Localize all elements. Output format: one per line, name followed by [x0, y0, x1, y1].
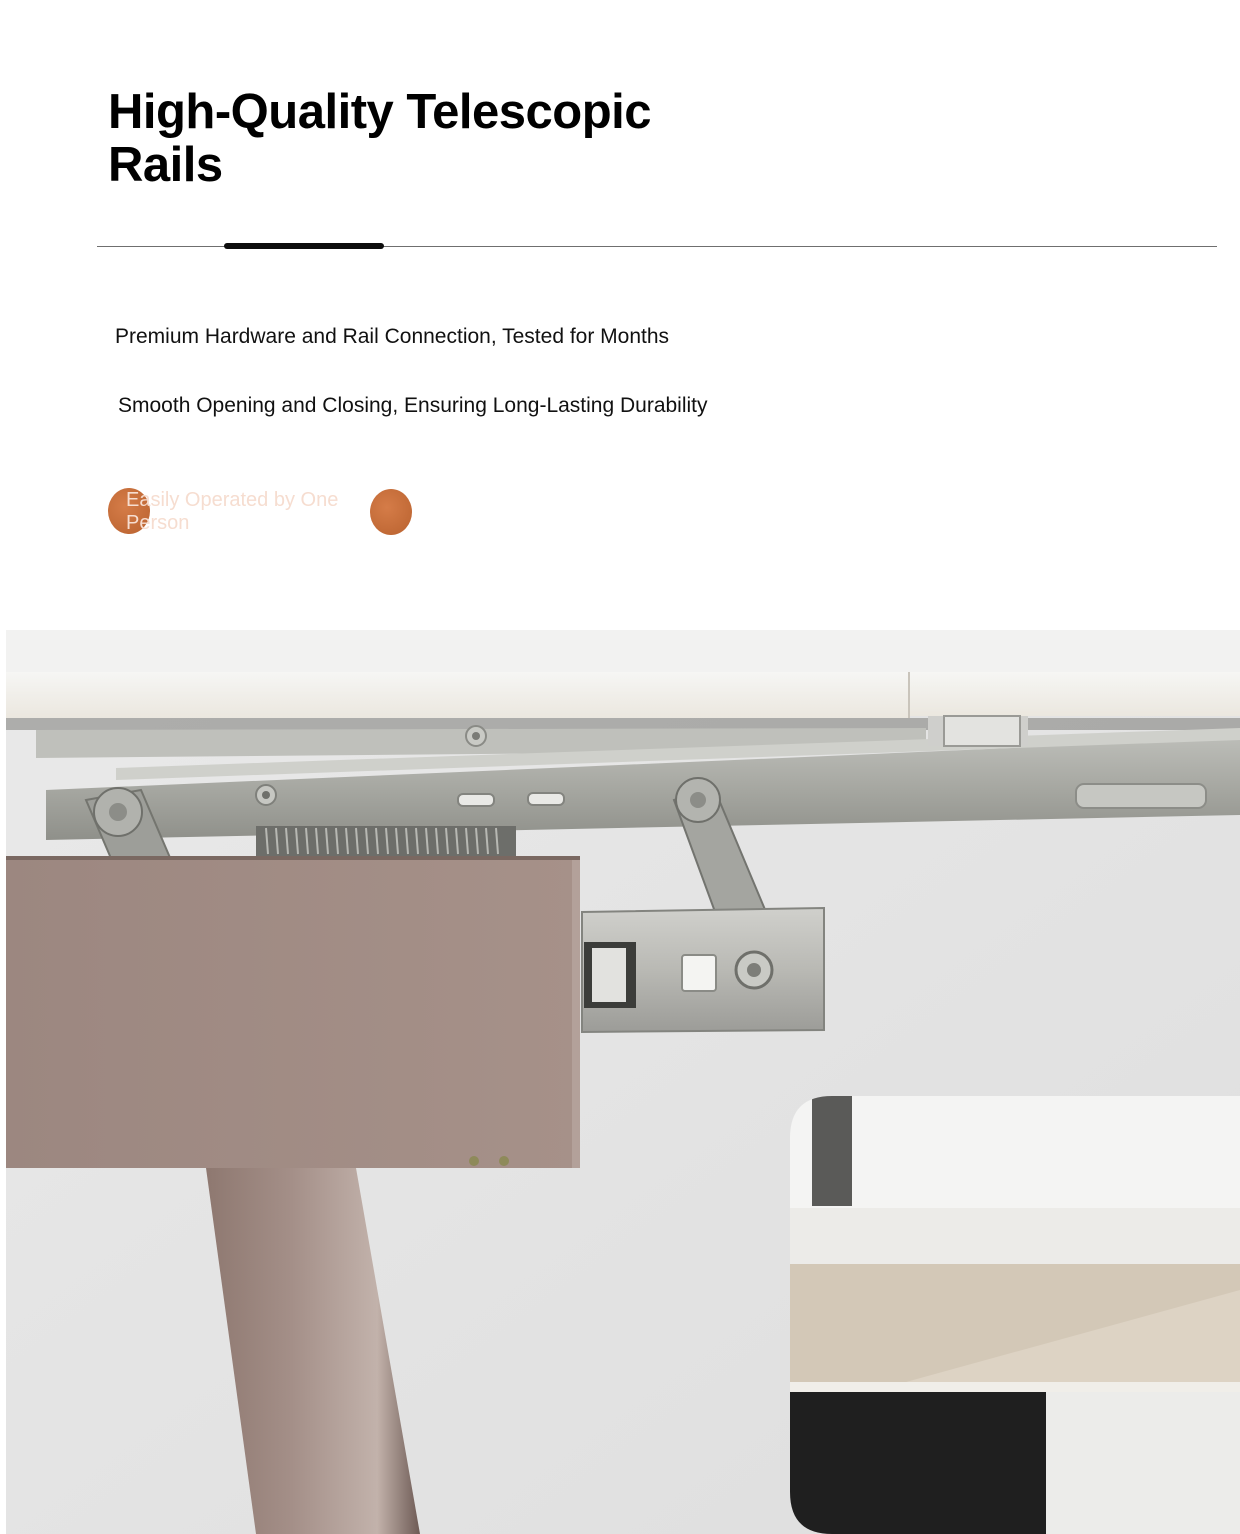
rail-illustration [6, 630, 1240, 1534]
tabletop-surface [6, 630, 1240, 675]
rail-stop-block [1076, 784, 1206, 808]
page-title: High-Quality Telescopic Rails [108, 85, 652, 192]
inset-detail-photo [790, 1096, 1240, 1534]
badge-dot-right [370, 489, 412, 535]
feature-text-durability: Smooth Opening and Closing, Ensuring Long-Lasting Durability [118, 394, 708, 417]
telescopic-rail-photo [6, 630, 1240, 1534]
table-frame-apron [6, 856, 580, 1168]
tabletop-edge-right [910, 672, 1240, 716]
divider-accent [224, 243, 384, 249]
badge-text: Easily Operated by One Person [126, 489, 339, 534]
tabletop-edge-left [6, 672, 908, 718]
feature-text-hardware: Premium Hardware and Rail Connection, Tested for Months [115, 325, 670, 348]
